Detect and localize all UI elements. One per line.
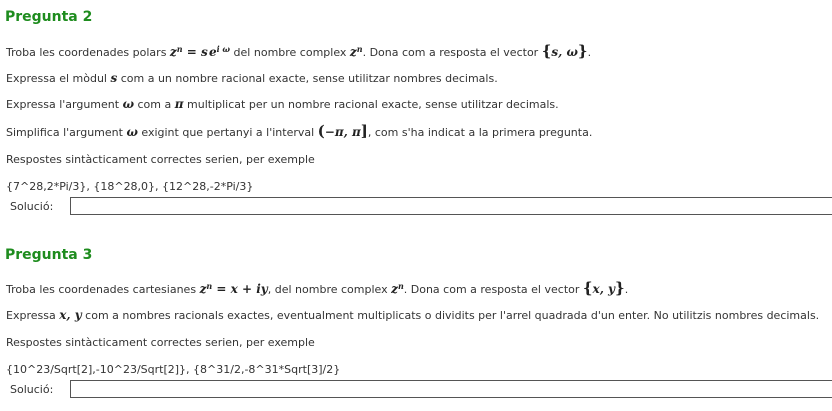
q3-format-instruction: Expressa x, y com a nombres racionals exactes, eventualment multiplicats o dividits per l'arrel quadrada d'un enter. No utilitzis nombres decimals. bbox=[6, 308, 820, 322]
q2-solution-label: Solució: bbox=[10, 200, 54, 213]
q3-solution-input[interactable] bbox=[70, 380, 832, 398]
q2-simplify-instruction: Simplifica l'argument ω exigint que pertanyi a l'interval (−π, π], com s'ha indicat a la primera pregunta. bbox=[6, 122, 593, 140]
q2-argument-instruction: Expressa l'argument ω com a π multiplicat per un nombre racional exacte, sense utilitzar decimals. bbox=[6, 97, 559, 111]
q2-modulus-instruction: Expressa el mòdul s com a un nombre racional exacte, sense utilitzar nombres decimals. bbox=[6, 71, 498, 85]
q2-solution-input[interactable] bbox=[70, 197, 832, 215]
q2-examples: {7^28,2*Pi/3}, {18^28,0}, {12^28,-2*Pi/3} bbox=[6, 180, 254, 193]
q3-solution-label: Solució: bbox=[10, 383, 54, 396]
q3-examples-intro: Respostes sintàcticament correctes serien, per exemple bbox=[6, 336, 315, 349]
question-3-title: Pregunta 3 bbox=[5, 247, 93, 263]
q3-statement-line: Troba les coordenades cartesianes $z^n = x$ + iy, del nombre complex $z^n$. Dona com a resposta el vector {x, y}. bbox=[6, 279, 629, 297]
question-2-title: Pregunta 2 bbox=[5, 9, 93, 25]
q2-examples-intro: Respostes sintàcticament correctes serien, per exemple bbox=[6, 153, 315, 166]
q2-statement-line: Troba les coordenades polars $z^n = s$ $e^{i \omega}$ del nombre complex $z^n$. Dona com a resposta el vector {s, ω}. bbox=[6, 42, 592, 60]
q3-examples: {10^23/Sqrt[2],-10^23/Sqrt[2]}, {8^31/2,-8^31*Sqrt[3]/2} bbox=[6, 363, 341, 376]
